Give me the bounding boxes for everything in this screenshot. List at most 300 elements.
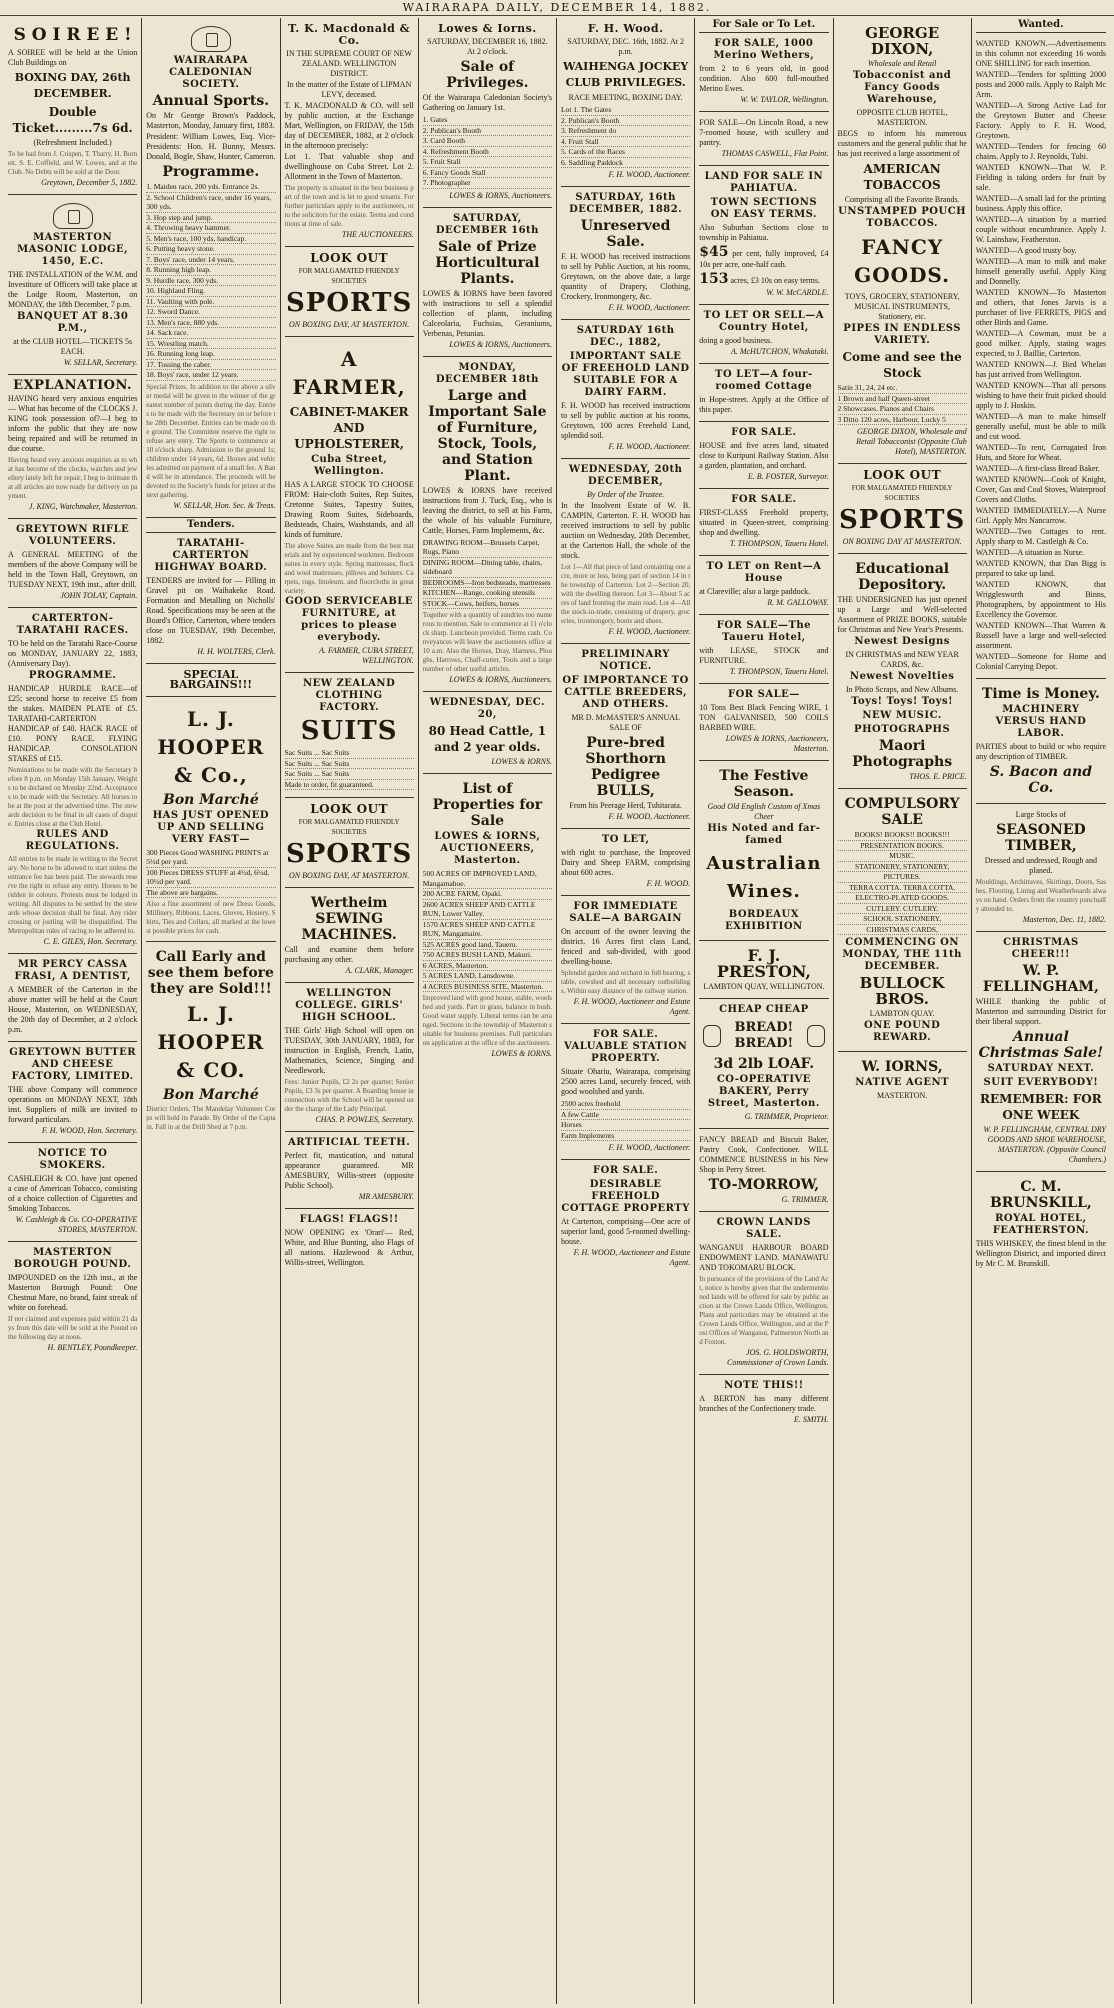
wanted-item: WANTED—Someone for Home and Colonial Carrying Depot. (975, 652, 1106, 671)
pahiatua-p2 (699, 244, 828, 270)
highway-text: TENDERS are invited for — Filling in Gravel pit on Waihakeke Road. Formation and Metalling on Nicholls' Road. Specifications may be seen at the Board's Office, Carterton, where tenders close on TUESDAY, 19th December, 1882. (146, 575, 276, 645)
bullock-list (838, 830, 967, 935)
smokers-text: CASHLEIGH & CO. have just opened a case of American Tobacco, consisting of a choice collection of Cigarettes and Smoking Tobaccos. (8, 1174, 138, 1213)
explanation-text: HAVING heard very anxious enquiries — What has become of the CLOCKS J. KING took possession of?—I beg to inform the public that they are now being repaired and will be returned in due course. (8, 394, 138, 453)
macdonald-estate: In the matter of the Estate of LIPMAN LEVY, deceased. (287, 80, 412, 99)
fellingham-ad (976, 932, 1106, 1172)
caledonian-officers: President: William Lowes, Esq. Vice-Presidents: Hon. H. Bunny, Messrs. Donald, Bogle, Shaw, Hunter, Cameron. (146, 132, 276, 161)
pahiatua-title: LAND FOR SALE IN PAHIATUA. (704, 171, 824, 194)
hooper-item: 100 Pieces DRESS STUFF at 4½d, 6½d, 10½d per yard. (146, 868, 275, 888)
lowes-iorns-header: Lowes & Iorns. (438, 22, 537, 35)
furniture-item: STOCK—Cows, heifers, horses (423, 599, 552, 610)
insolvent-sig: F. H. WOOD, Auctioneer. (608, 627, 691, 636)
wanted-item: WANTED IMMEDIATELY.—A Nurse Girl. Apply Mrs Nancarrow. (975, 506, 1106, 525)
pahiatua-p3 (699, 271, 828, 287)
annual-sale: Annual Christmas Sale! (978, 1029, 1104, 1061)
suit-everybody: SUIT EVERYBODY! (983, 1077, 1099, 1088)
races-title: CARTERTON-TARATAHI RACES. (16, 613, 129, 636)
sports-ad-1 (285, 247, 414, 337)
immediate-sig: F. H. WOOD, Auctioneer and Estate Agent. (573, 997, 691, 1016)
rifle-sig: JOHN TOLAY, Captain. (60, 591, 138, 600)
soiree-note: (Refreshment Included.) (33, 138, 112, 147)
rent-text: at Clareville; also a large paddock. (699, 587, 811, 596)
jockey-item: 6. Saddling Paddock (561, 158, 690, 169)
timber-ad (976, 804, 1106, 932)
wanted-item: WANTED—A Strong Active Lad for the Greytown Butter and Cheese Factory. Apply to F. H. Wood, Greytown. (975, 101, 1106, 140)
furniture-body: Together with a quantity of sundries too numerous to mention. Sale to commence at 11 o'clock sharp. Luncheon provided. Terms cash. Conveyances will leave the auctioneers office at 10 a.m. Also the Horses, Dray, Harness, Ploughs, Harrows, Chaff-cutter, Tools and a large number of other useful articles. (422, 611, 552, 673)
timber-text: Dressed and undressed, Rough and planed. (984, 856, 1097, 875)
caledonian-ad (146, 18, 275, 518)
wanted-item: WANTED—Tenders for splitting 2000 posts and 2000 rails. Apply to Ralph Mc Arm. (975, 70, 1106, 99)
pound-sig: H. BENTLEY, Poundkeeper. (47, 1343, 138, 1352)
privileges-text: Of the Wairarapa Caledonian Society's Gathering on January 1st. (422, 93, 552, 112)
station-item: Farm Implements (561, 1131, 690, 1142)
sports-ad-2 (285, 798, 414, 888)
clothing-title: NEW ZEALAND CLOTHING FACTORY. (302, 678, 396, 713)
bullock-item: ELECTRO-PLATED GOODS. (838, 893, 967, 904)
farmer-name: A FARMER, (292, 347, 406, 399)
immediate-sale-ad (561, 896, 690, 1024)
soiree-text: A SOIREE will be held at the Union Club Buildings on (8, 48, 138, 67)
macdonald-sig: THE AUCTIONEERS. (341, 230, 414, 239)
rifle-volunteers-ad (8, 519, 137, 608)
cottage-ad (561, 1160, 690, 1274)
station-item: A few Cattle (561, 1110, 690, 1121)
privilege-item: 2. Publican's Booth (423, 126, 552, 137)
races-body: Nominations to be made with the Secretary before 8 p.m. on Monday 15th January. Weights to be declared on Monday 22nd. Acceptances to be made with the Secretary. All horses to be at the post at the advertised time. The stewards decision to be final in all cases of dispute. Entries close at the Club Hotel. (8, 766, 138, 828)
unreserved-sig: F. H. WOOD, Auctioneer. (608, 303, 691, 312)
wanted-item: WANTED—A situation as Nurse. (975, 548, 1085, 557)
festive-title: The Festive Season. (719, 768, 809, 800)
bullock-item: TERRA COTTA. TERRA COTTA. (838, 883, 967, 894)
macdonald-body: The property is situated in the best business part of the town and is let to good tenants. For further particulars apply to the auctioneers, or to the solicitors for the estate. Terms and conditions at time of sale. (284, 184, 414, 228)
sports-societies-3: FOR MALGAMATED FRIENDLY SOCIETIES (851, 484, 953, 502)
wanted-item: WANTED—A small lad for the printing business. Apply this office. (975, 194, 1106, 213)
sports-date: ON BOXING DAY, AT MASTERTON. (288, 320, 410, 329)
dixon-trade: Tobacconist and Fancy Goods Warehouse, (852, 70, 952, 105)
insolvent-order: By Order of the Trustee. (587, 490, 665, 499)
house-sig: E. B. FOSTER, Surveyor. (747, 472, 829, 481)
note-title: NOTE THIS!! (724, 1380, 804, 1391)
plants-ad (423, 208, 552, 357)
bread-ad (699, 999, 828, 1129)
sports-title-2: SPORTS (286, 839, 413, 869)
sewing-sig: A. CLARK, Manager. (345, 966, 414, 975)
highway-sig: H. H. WOLTERS, Clerk. (197, 646, 276, 656)
festive-custom: Good Old English Custom of Xmas Cheer (707, 802, 821, 821)
soiree-sig: Greytown, December 5, 1882. (41, 178, 138, 187)
freehold-ad (699, 489, 828, 556)
dixon-item: 1 Brown and half Queen-street (838, 394, 967, 405)
saturday-next: SATURDAY NEXT. (987, 1063, 1095, 1074)
taueru-hotel-ad (699, 615, 828, 684)
jockey-item: 5. Cards of the Races (561, 147, 690, 158)
bacon-name: S. Bacon and Co. (989, 764, 1092, 796)
wire-sig: LOWES & IORNS, Auctioneers, Masterton. (725, 734, 829, 753)
educational-photos: PHOTOGRAPHS (854, 724, 951, 735)
crown-lands-ad (699, 1212, 828, 1375)
wanted-item: WANTED KNOWN—That Warren & Russell have a large and well-selected assortment. (975, 621, 1106, 650)
columns (4, 18, 1110, 2004)
baker-sig: G. TRIMMER. (781, 1195, 829, 1204)
dixon-item: Satin 31, 24, 24 etc. (838, 383, 967, 394)
iorns-name: W. IORNS, (861, 1059, 943, 1075)
wanted-item: WANTED—To rent, Corrugated Iron Huts, and Store for Wheat. (975, 443, 1106, 462)
butter-text: THE above Company will commence operations on MONDAY NEXT, 18th inst. Suppliers of milk are invited to forward particulars. (8, 1085, 138, 1124)
event-item: 17. Tossing the caber. (146, 360, 275, 371)
pahiatua-number-1: $45 (699, 244, 729, 260)
clothing-item: Sac Suits ... Sac Suits (285, 748, 414, 759)
wanted-item: WANTED—A Cowman, must be a good milker. Apply, stating wages expected, to J. Baillie, Carterton. (975, 329, 1106, 358)
plants-sig: LOWES & IORNS, Auctioneers. (449, 339, 552, 349)
property-item: 200 ACRE FARM, Opaki. (423, 889, 552, 900)
hooper-body: Also a fine assortment of new Dress Goods, Millinery, Ribbons, Laces, Gloves, Hosiery, Shirts, Ties and Collars, all marked at the lowest possible prices for cash. (146, 900, 276, 935)
pound-title: MASTERTON BOROUGH POUND. (13, 1247, 132, 1270)
hooper-item: 300 Pieces Good WASHING PRINTS at 5½d per yard. (146, 848, 275, 868)
immediate-text: On account of the owner leaving the district. 16 Acres first class Land, fenced and sub-divided, with good dwelling-house. (561, 927, 691, 966)
farmer-trade: CABINET-MAKER AND UPHOLSTERER, (289, 405, 409, 451)
dixon-item: 2 Showcases. Pianos and Chairs (838, 404, 967, 415)
races-programme: PROGRAMME. (28, 670, 117, 681)
column-4 (419, 18, 557, 2004)
college-title: WELLINGTON COLLEGE. GIRLS' HIGH SCHOOL. (295, 988, 404, 1023)
furniture-item: DRAWING ROOM—Brussels Carpet, Rugs, Piano (423, 538, 552, 558)
event-item: 18. Boys' race, under 12 years. (146, 370, 275, 381)
educational-albums: In Photo Scraps, and New Albums. (846, 685, 959, 694)
brunskill-ad (976, 1172, 1106, 1275)
hooper-sub-2: Bon Marché (162, 1087, 259, 1103)
festive-ad (699, 761, 828, 941)
bargains-heading: SPECIAL BARGAINS!!! (146, 664, 275, 697)
sports-date-2: ON BOXING DAY, AT MASTERTON. (288, 871, 410, 880)
look-out-heading-3: LOOK OUT (863, 468, 942, 482)
dentist-title: MR PERCY CASSA FRASI, A DENTIST, (14, 959, 131, 982)
lincoln-text: FOR SALE—On Lincoln Road, a new 7-roomed house, with scullery and pantry. (699, 118, 829, 147)
hooper-list (146, 848, 275, 899)
macdonald-ad (285, 18, 414, 247)
cottage-let-text: in Hope-street. Apply at the Office of this paper. (699, 395, 829, 414)
sports-ad-3 (838, 464, 967, 554)
brunskill-text: THIS WHISKEY, the finest blend in the Wellington District, and imported direct by Mr C. M. Brunskill. (975, 1239, 1106, 1268)
timber-title: SEASONED TIMBER, (996, 822, 1086, 854)
masthead: WAIRARAPA DAILY, DECEMBER 14, 1882. (0, 0, 1114, 16)
clothing-suits: SUITS (300, 716, 398, 746)
property-item: 5 ACRES LAND, Lansdowne. (423, 971, 552, 982)
to-let-title: TO LET, (601, 834, 650, 845)
caledonian-sub: Annual Sports. (152, 93, 270, 109)
college-sig: CHAS. P. POWLES, Secretary. (315, 1115, 414, 1124)
sports-title-3: SPORTS (839, 505, 966, 535)
flags-title: FLAGS! FLAGS!! (299, 1214, 399, 1225)
farmer-text: HAS A LARGE STOCK TO CHOOSE FROM: Hair-cloth Suites, Rep Suites, Cretonne Suites, Tapestry Suites, Drawing Room Suites, Sideboards, Bedsteads, Chairs, Washstands, and all kinds of furniture. (284, 480, 414, 539)
dixon-name: GEORGE DIXON, (865, 24, 940, 58)
freehold-sig: T. THOMPSON, Taueru Hotel. (729, 539, 829, 548)
educational-text: THE UNDERSIGNED has just opened up a Large and Well-selected Assortment of PRIZE BOOKS, suitable for Christmas and New Year's Presents. (837, 595, 967, 634)
masonic-ad (8, 195, 137, 375)
bread-sig: G. TRIMMER, Proprietor. (744, 1112, 829, 1121)
pahiatua-sig: W. W. McCARDLE. (766, 288, 829, 297)
bread-title: BREAD! BREAD! (734, 1020, 794, 1051)
explanation-body: Having heard very anxious enquiries as to what has become of the clocks, watches and jewellery lately left for repair, I beg to intimate that all articles are now ready for delivery on payment. (8, 456, 138, 500)
dixon-address: OPPOSITE CLUB HOTEL, MASTERTON. (856, 108, 948, 127)
insolvent-estate-ad (561, 459, 690, 644)
fellingham-sig: W. P. FELLINGHAM, CENTRAL DRY GOODS AND SHOE WAREHOUSE, MASTERTON. (Opposite Council Chambers.) (983, 1125, 1106, 1164)
bullock-commencing: COMMENCING ON MONDAY, THE 11th DECEMBER. (842, 937, 962, 972)
properties-ad (423, 774, 552, 1065)
clothing-item: Sac Suits ... Sac Suits (285, 769, 414, 780)
cottage-let-ad (699, 364, 828, 422)
wethers-title: FOR SALE, 1000 Merino Wethers, (713, 38, 815, 61)
insolvent-body: Lot 1—All that piece of land containing one acre, more or less, being part of section 14 in the township of Carterton. Lot 2—Section 20, with the dwelling thereon. Lot 3—About 5 acres of land fronting the main road. Lot 4—All the stock-in-trade, consisting of drapery, groceries, ironmongery, boots and shoes. (561, 563, 691, 625)
explanation-title: EXPLANATION. (13, 378, 133, 393)
wines-title: Australian Wines. (706, 853, 822, 902)
unreserved-text: F. H. WOOD has received instructions to sell by Public Auction, at his rooms, Greytown, on the above date, a large quantity of Drapery, Clothing, Crockery, Ironmongery, &c. (561, 252, 691, 301)
wanted-item: WANTED—Two Cottages to rent. Apply sharp to M. Castleigh & Co. (975, 527, 1106, 546)
maori-photos: Maori Photographs (852, 738, 953, 770)
fellingham-text: WHILE thanking the public of Masterton and surrounding District for their liberal support. (975, 997, 1106, 1026)
teeth-ad (285, 1132, 414, 1209)
jockey-item: 4. Fruit Stall (561, 137, 690, 148)
look-out-heading-2: LOOK OUT (310, 802, 389, 816)
rent-house-ad (699, 556, 828, 615)
privilege-item: 4. Refreshment Booth (423, 147, 552, 158)
reward-title: ONE POUND REWARD. (864, 1020, 941, 1043)
privileges-list (423, 115, 552, 189)
privileges-ad (423, 18, 552, 208)
loaf-icon (703, 1025, 720, 1047)
college-ad (285, 983, 414, 1132)
macdonald-title: T. K. Macdonald & Co. (288, 22, 411, 47)
cottage-let-title: TO LET—A four-roomed Cottage (715, 369, 813, 392)
sports-title: SPORTS (286, 288, 413, 318)
races-ad (8, 608, 137, 954)
unreserved-date: SATURDAY, 16th DECEMBER, 1882. (569, 192, 683, 215)
college-text: THE Girls' High School will open on TUESDAY, 30th JANUARY, 1883, for instruction in English, French, Latin, Mathematics, Science, Singing and Needlework. (284, 1026, 414, 1075)
pahiatua-ad (699, 166, 828, 305)
wanted-item: WANTED KNOWN—To Masterton and others, that Jones Jarvis is a purchaser of live FERRETS, PIGS and other Birds and Game. (975, 288, 1106, 327)
event-item: 8. Running high leap. (146, 265, 275, 276)
column-5 (557, 18, 695, 2004)
soiree-body: To be had from J. Crispen, T. Tharry, H. Burnett, S. E. Coffield, and W. Lowes, and at the Club. No Debts will be sold at the Door. (8, 150, 138, 176)
races-sig: C. E. GILES, Hon. Secretary. (43, 937, 138, 946)
highway-board-ad (146, 533, 275, 664)
farmer-address: Cuba Street, Wellington. (311, 454, 388, 477)
thistle-crest-icon (191, 26, 231, 52)
wanted-item: WANTED—A good trusty boy. (975, 246, 1077, 255)
bread-price: 3d 2lb LOAF. (713, 1056, 815, 1072)
bullock-item: PRESENTATION BOOKS. (838, 841, 967, 852)
hooper-ad-2 (146, 942, 275, 1137)
event-item: 15. Wrestling match. (146, 339, 275, 350)
masonic-banquet-detail: at the CLUB HOTEL—TICKETS 5s EACH. (13, 337, 133, 356)
caledonian-body: Special Prizes. In addition to the above a silver medal will be given to the winner of the greatest number of points during the day. Entries to be made with the Secretary on or before the 28th December. Entries can be made on the ground. The Committee reserve the right to refuse any entry. The Sports to commence at 10 o'clock sharp. Admission to the ground 1s; children under 14 years, 6d. Horses and vehicles admitted on payment of a small fee. A Band will be in attendance. The proceeds will be devoted to the Society's funds for prizes at the next gathering. (146, 382, 276, 499)
rifle-text: A GENERAL MEETING of the members of the above Company will be held in the Town Hall, Greytown, on TUESDAY NEXT, 19th inst., after drill. (8, 550, 138, 589)
pahiatua-text: Also Suburban Sections close to township in Pahiatua. (699, 223, 829, 242)
event-item: 9. Hurdle race, 300 yds. (146, 276, 275, 287)
event-item: 1. Maiden race, 200 yds. Entrance 2s. (146, 182, 275, 193)
plants-title: Sale of Prize Horticultural Plants. (435, 238, 540, 287)
cottage-sig: F. H. WOOD, Auctioneer and Estate Agent. (573, 1248, 691, 1267)
bullock-item: CHRISTMAS CARDS, (838, 925, 967, 936)
house-sale-ad (699, 422, 828, 489)
wanted-item: WANTED KNOWN—J. Bird Whelan has just arrived from Wellington. (975, 360, 1106, 379)
soiree-date: BOXING DAY, 26th DECEMBER. (14, 71, 131, 100)
furniture-item: KITCHEN—Range, cooking utensils (423, 588, 552, 599)
hooper-headline: HAS JUST OPENED UP AND SELLING VERY FAST— (152, 809, 270, 845)
taueru-title: FOR SALE—The Taueru Hotel, (716, 620, 812, 643)
cheer-title: CHRISTMAS CHEER!!! (1003, 937, 1079, 960)
pahiatua-detail-2: acres, £3 10s on easy terms. (730, 276, 821, 285)
dentist-text: A MEMBER of the Carterton in the above matter will be held at the Court House, Masterton, on WEDNESDAY, the 20th day of December, at 2 o'clock p.m. (8, 985, 138, 1034)
dixon-tobaccos: AMERICAN TOBACCOS (863, 162, 941, 192)
fellingham-name: W. P. FELLINGHAM, (982, 963, 1099, 995)
rent-title: TO LET on Rent—A House (706, 561, 822, 584)
station-list (561, 1099, 690, 1141)
country-hotel-ad (699, 305, 828, 364)
event-item: 16. Running long leap. (146, 349, 275, 360)
freehold-title: FOR SALE. (731, 494, 797, 505)
caledonian-programme: Programme. (162, 164, 260, 180)
taueru-text: with LEASE, STOCK and FURNITURE. (699, 646, 829, 665)
hooper-name: L. J. HOOPER & Co., (157, 706, 265, 787)
educational-sig: THOS. E. PRICE. (909, 772, 967, 781)
privilege-item: 3. Card Booth (423, 136, 552, 147)
bread-banner (699, 1018, 828, 1054)
baker-ad (699, 1129, 828, 1212)
hotel-sig: A. McHUTCHON, Whakataki. (730, 347, 829, 356)
farmer-sig: A. FARMER, CUBA STREET, WELLINGTON. (319, 646, 414, 665)
bullock-item: STATIONERY, STATIONERY, (838, 862, 967, 873)
soiree-ad (8, 18, 137, 195)
column-8 (972, 18, 1110, 2004)
caledonian-events (146, 182, 275, 381)
cattle-title: 80 Head Cattle, 1 and 2 year olds. (428, 724, 547, 754)
unreserved-sale-ad (561, 187, 690, 320)
house-title: FOR SALE. (731, 427, 797, 438)
festive-sub: His Noted and far-famed (707, 823, 821, 846)
pound-body: If not claimed and expenses paid within 21 days from this date will be sold at the Pound on the following day at noon. (8, 1315, 138, 1341)
station-sig: F. H. WOOD, Auctioneer. (608, 1143, 691, 1152)
wanted-item: WANTED KNOWN, that Dan Bigg is prepared to take up land. (975, 559, 1106, 578)
plants-text: LOWES & IORNS have been favored with instructions to sell a splendid collection of plants, including Calceolaria, Fuchsias, Geraniums, Verbenas, Petunias. (422, 288, 552, 338)
races-rules-body: All entries to be made in writing to the Secretary. No horse to be allowed to start unless the entrance fee has been paid. The stewards reserve the right to refuse any entry. Horses to be ridden in colours. Protests must be lodged in writing. All disputes to be settled by the stewards whose decision shall be final. Any rider crossing or jostling will be disqualified. The Metropolitan rules of racing to be adhered to. (8, 855, 138, 935)
plants-date: SATURDAY, DECEMBER 16th (435, 212, 539, 236)
shorthorn-sub: OF IMPORTANCE TO CATTLE BREEDERS, AND OTHERS. (562, 675, 689, 710)
preston-name: F. J. PRESTON, (716, 946, 811, 981)
property-item: 2600 ACRES SHEEP AND CATTLE RUN, Lower Valley. (423, 900, 552, 920)
masonic-sig: W. SELLAR, Secretary. (63, 358, 138, 367)
explanation-ad (8, 375, 137, 519)
note-text: A BERTON has many different branches of the Confectionery trade. (699, 1394, 829, 1413)
butter-sig: F. H. WOOD, Hon. Secretary. (41, 1126, 138, 1135)
column-3 (281, 18, 419, 2004)
shorthorn-title: Pure-bred Shorthorn Pedigree BULLS, (585, 735, 666, 799)
hooper-call: Call Early and see them before they are Sold!!! (147, 949, 274, 997)
pahiatua-sub: TOWN SECTIONS ON EASY TERMS. (710, 197, 818, 220)
sewing-text: Call and examine them before purchasing any other. (284, 945, 414, 964)
properties-agent: LOWES & IORNS, AUCTIONEERS, Masterton. (434, 831, 541, 866)
properties-title: List of Properties for Sale (432, 781, 543, 829)
iorns-agent-ad (838, 1052, 967, 1107)
cattle-ad (423, 692, 552, 774)
shorthorn-notice: PRELIMINARY NOTICE. (581, 649, 670, 672)
bullock-name: BULLOCK BROS. (859, 974, 945, 1008)
wanted-item: WANTED—A first-class Bread Baker. (975, 464, 1100, 473)
masonic-emblem-icon (53, 203, 93, 229)
hooper-ad (146, 697, 275, 943)
property-item: 750 ACRES BUSH LAND, Makuri. (423, 950, 552, 961)
dixon-toys: TOYS, GROCERY, STATIONERY, MUSICAL INSTRUMENTS, Stationery, etc. (844, 292, 960, 321)
jockey-title: WAIHENGA JOCKEY CLUB PRIVILEGES. (562, 60, 689, 89)
wethers-ad (699, 33, 828, 112)
jockey-date: SATURDAY, DEC. 16th, 1882. At 2 p.m. (567, 37, 684, 56)
timber-large: Large Stocks of (1015, 810, 1067, 819)
insolvent-date: WEDNESDAY, 20th DECEMBER, (568, 464, 683, 487)
clothing-item: Sac Suits ... Sac Suits (285, 759, 414, 770)
privilege-item: 1. Gates (423, 115, 552, 126)
brunskill-hotel: ROYAL HOTEL, FEATHERSTON. (992, 1213, 1089, 1236)
sewing-title: Wertheim SEWING MACHINES. (301, 895, 397, 943)
timber-body: Mouldings, Architraves, Skirtings, Doors, Sashes, Flooring, Lining and Weatherboards always on hand. Orders from the country punctually attended to. (975, 878, 1106, 913)
wanted-item: WANTED—A situation by a married couple without encumbrance. Apply J. W. Lainshaw, Featherston. (975, 215, 1106, 244)
educational-ad (838, 554, 967, 789)
note-this-ad (699, 1375, 828, 1431)
bordeaux: BORDEAUX EXHIBITION (725, 909, 803, 932)
clothing-item: Made to order, fit guaranteed. (285, 780, 414, 791)
teeth-text: Perfect fit, mastication, and natural appearance guaranteed. MR AMESBURY, Willis-street (opposite Public School). (284, 1151, 414, 1190)
tenders-heading: Tenders. (146, 518, 275, 533)
smokers-sig: W. Cashleigh & Co. CO-OPERATIVE STORES, MASTERTON. (15, 1215, 138, 1234)
flags-text: NOW OPENING ex 'Orari'— Red, White, and Blue Bunting, also Flags of all nations. Hazlewood & Arthur, Willis-street, Wellington. (284, 1228, 414, 1267)
iorns-title: NATIVE AGENT (855, 1077, 950, 1088)
jockey-sig: F. H. WOOD, Auctioneer. (608, 170, 691, 179)
hooper-body-2: District Orders. The Mandelay Volunteer Corps will hold its Parade. By Order of the Captain. Fall in at the Drill Shed at 7 p.m. (146, 1105, 276, 1131)
wanted-item: WANTED—A man to milk and make himself generally useful. Apply King and Donnelly. (975, 257, 1106, 286)
wanted-heading: Wanted. (976, 18, 1106, 33)
clothing-list (285, 748, 414, 790)
event-item: 14. Sack race. (146, 328, 275, 339)
hooper-item: The above are bargains. (146, 888, 275, 899)
jockey-meeting: RACE MEETING, BOXING DAY. (568, 93, 683, 102)
machinery-sub: MACHINERY VERSUS HAND LABOR. (995, 704, 1087, 739)
pahiatua-detail-1: per cent, fully improved, £4 10s per acre, one-half cash. (699, 249, 829, 269)
farmer-body: The above Suites are made from the best materials and by experienced workmen. Bedroom suites in every style. Spring mattresses, flock and wool mattresses, pillows and bolsters. Carpets, rugs, linoleum, and floorcloths in great variety. (284, 542, 414, 595)
to-let-sig: F. H. WOOD. (646, 879, 691, 888)
furniture-item: DINING ROOM—Dining table, chairs, sideboard (423, 558, 552, 578)
caledonian-sig: W. SELLAR, Hon. Sec. & Treas. (173, 500, 276, 510)
station-title: FOR SALE. VALUABLE STATION PROPERTY. (563, 1029, 688, 1064)
privilege-item: 5. Fruit Stall (423, 157, 552, 168)
for-sale-heading: For Sale or To Let. (699, 18, 828, 33)
unreserved-title: Unreserved Sale. (580, 218, 671, 250)
timber-sig: Masterton, Dec. 11, 1882. (1022, 915, 1106, 924)
event-item: 13. Men's race, 880 yds. (146, 318, 275, 329)
property-item: 4 ACRES BUSINESS SITE, Masterton. (423, 982, 552, 993)
lincoln-road-ad (699, 112, 828, 166)
explanation-sig: J. KING, Watchmaker, Masterton. (28, 502, 138, 511)
dixon-sub: Wholesale and Retail (867, 59, 937, 68)
shorthorn-text: MR D. McMASTER'S ANNUAL SALE OF (571, 713, 680, 732)
bullock-item: CUTLERY. CUTLERY. (838, 904, 967, 915)
wethers-sig: W. W. TAYLOR, Wellington. (740, 95, 829, 104)
preston-address: LAMBTON QUAY, WELLINGTON. (703, 982, 825, 991)
educational-novelties: Newest Novelties (849, 671, 955, 682)
hotel-text: doing a good business. (699, 336, 773, 345)
immediate-title: FOR IMMEDIATE SALE—A BARGAIN (569, 901, 682, 924)
dairy-text: F. H. WOOD has received instructions to sell by public auction at his rooms, Greytown, 100 acres Freehold Land, splendid soil. (561, 401, 691, 440)
shorthorn-herd: From his Peerage Herd, Tuhitarata. (569, 801, 682, 810)
property-item: 6 ACRES, Masterton. (423, 961, 552, 972)
